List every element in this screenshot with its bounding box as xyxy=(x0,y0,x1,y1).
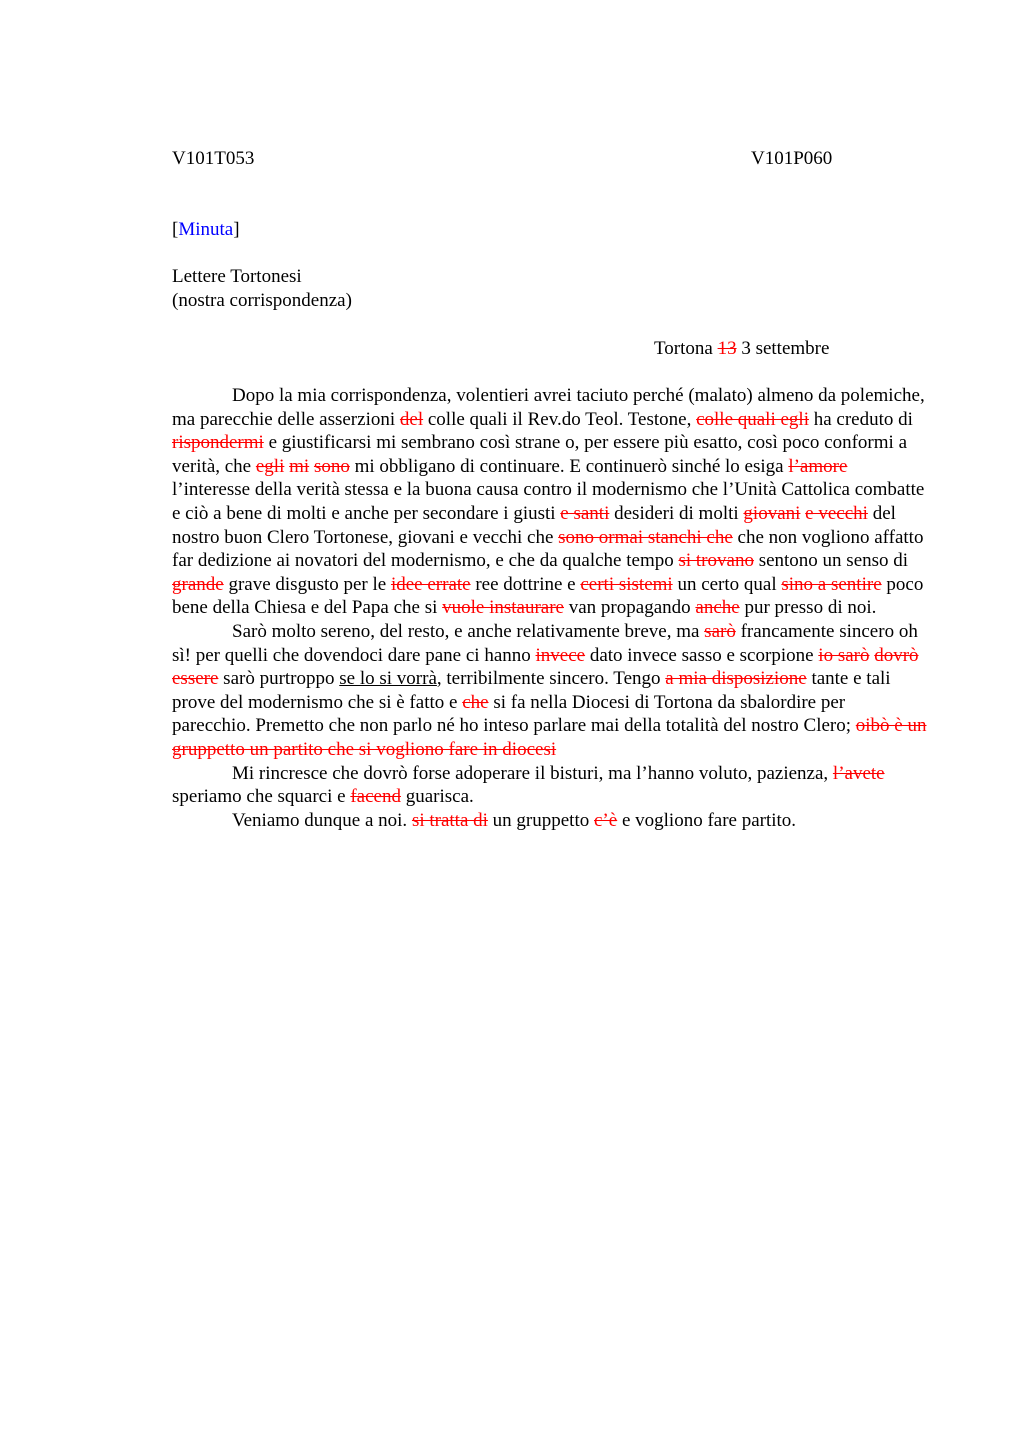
text-run: Dopo la mia corrispondenza, volentieri avrei taciuto perché (malato) almeno da polemiche, ma parecchie delle asserzioni xyxy=(172,385,925,430)
dateline-deleted: 13 xyxy=(717,338,737,359)
deleted-text: oibò è un gruppetto un partito che si vogliono fare in diocesi xyxy=(172,715,927,760)
deleted-text: c’è xyxy=(594,809,618,831)
letter-heading xyxy=(172,265,352,312)
dateline xyxy=(654,337,829,361)
text-run: che non vogliono affatto far dedizione ai novatori del modernismo, e che da qualche tempo xyxy=(172,526,924,572)
minuta-link[interactable]: Minuta xyxy=(178,219,234,240)
deleted-text: sino a sentire xyxy=(781,573,882,595)
deleted-text: dovrò essere xyxy=(172,644,919,690)
deleted-text: rispondermi xyxy=(172,432,264,454)
deleted-text: sono ormai stanchi che xyxy=(558,526,733,548)
letter-body xyxy=(172,384,928,832)
text-run: e vogliono fare partito. xyxy=(617,809,797,831)
text-run: sarò purtroppo xyxy=(218,668,340,690)
text-run: del nostro buon Clero Tortonese, giovani e vecchi che xyxy=(172,502,896,548)
text-run: van propagando xyxy=(564,597,696,619)
text-run: Mi rincresce che dovrò forse adoperare il bisturi, ma l’hanno voluto, pazienza, xyxy=(232,762,833,784)
text-run: si fa nella Diocesi di Tortona da sbalordire per parecchio. Premetto che non parlo né ho inteso parlare mai della totalità del nostro Clero; xyxy=(172,691,856,737)
heading-subtitle: (nostra corrispondenza) xyxy=(172,289,352,311)
deleted-text: colle quali egli xyxy=(696,408,809,430)
deleted-text: a mia disposizione xyxy=(665,668,807,690)
deleted-text: si tratta di xyxy=(411,809,488,831)
text-run: ree dottrine e xyxy=(470,573,581,595)
text-run: colle quali il Rev.do Teol. Testone, xyxy=(423,408,697,430)
deleted-text: invece xyxy=(535,644,586,666)
deleted-text: idee errate xyxy=(390,573,471,595)
text-run: mi obbligano di continuare. E continuerò sinché lo esiga xyxy=(349,455,789,477)
open-bracket: [ xyxy=(172,219,179,240)
text-run: Veniamo dunque a noi. xyxy=(232,809,412,831)
deleted-text: certi sistemi xyxy=(580,573,673,595)
text-run: grave disgusto per le xyxy=(223,573,391,595)
text-run: guarisca. xyxy=(400,786,474,808)
deleted-text: si trovano xyxy=(678,550,754,572)
deleted-text: sono xyxy=(313,455,350,477)
deleted-text: egli xyxy=(255,455,285,477)
deleted-text: e santi xyxy=(560,502,610,524)
text-run: poco bene della Chiesa e del Papa che si xyxy=(172,573,924,619)
text-run: pur presso di noi. xyxy=(739,597,877,619)
deleted-text: sarò xyxy=(704,620,736,642)
deleted-text: grande xyxy=(172,573,224,595)
close-bracket: ] xyxy=(233,219,240,240)
document-code-right: V101P060 xyxy=(751,148,833,169)
text-run: un gruppetto xyxy=(487,809,594,831)
text-run: tante e tali prove del modernismo che si è fatto e xyxy=(172,668,891,713)
text-run: un certo qual xyxy=(672,573,782,595)
deleted-text: che xyxy=(462,691,489,713)
text-run: francamente sincero oh sì! per quelli che dovendoci dare pane ci hanno xyxy=(172,620,918,666)
text-run: speriamo che squarci e xyxy=(172,786,351,808)
text-run: sentono un senso di xyxy=(753,550,909,572)
text-run: desideri di molti xyxy=(609,502,744,524)
text-run: dato invece sasso e scorpione xyxy=(585,644,819,666)
deleted-text: giovani xyxy=(743,502,801,524)
deleted-text: vuole instaurare xyxy=(442,597,564,619)
minuta-label xyxy=(172,218,240,242)
paragraph xyxy=(172,620,928,762)
text-run: l’interesse della verità stessa e la buona causa contro il modernismo che l’Unità Cattolica combatte e ciò a bene di molti e anche per secondare i giusti xyxy=(172,479,925,524)
paragraph xyxy=(172,384,928,620)
text-run: , terribilmente sincero. Tengo xyxy=(436,668,666,690)
deleted-text: anche xyxy=(695,597,740,619)
deleted-text: del xyxy=(399,408,424,430)
deleted-text: io sarò xyxy=(818,644,870,666)
deleted-text: e vecchi xyxy=(805,502,868,524)
deleted-text: facend xyxy=(350,786,401,808)
text-run: Sarò molto sereno, del resto, e anche relativamente breve, ma xyxy=(232,620,705,642)
dateline-date: 3 settembre xyxy=(736,338,830,359)
paragraph xyxy=(172,809,928,833)
paragraph xyxy=(172,762,928,809)
deleted-text: l’amore xyxy=(788,455,848,477)
text-run: ha creduto di xyxy=(808,408,913,430)
deleted-text: l’avete xyxy=(832,762,885,784)
underlined-text: se lo si vorrà xyxy=(339,668,437,690)
heading-title: Lettere Tortonesi xyxy=(172,266,302,287)
document-code-left: V101T053 xyxy=(172,148,255,169)
deleted-text: mi xyxy=(289,455,310,477)
dateline-place: Tortona xyxy=(654,338,718,359)
text-run: e giustificarsi mi sembrano così strane o, per essere più esatto, così poco conformi a verità, che xyxy=(172,432,907,477)
